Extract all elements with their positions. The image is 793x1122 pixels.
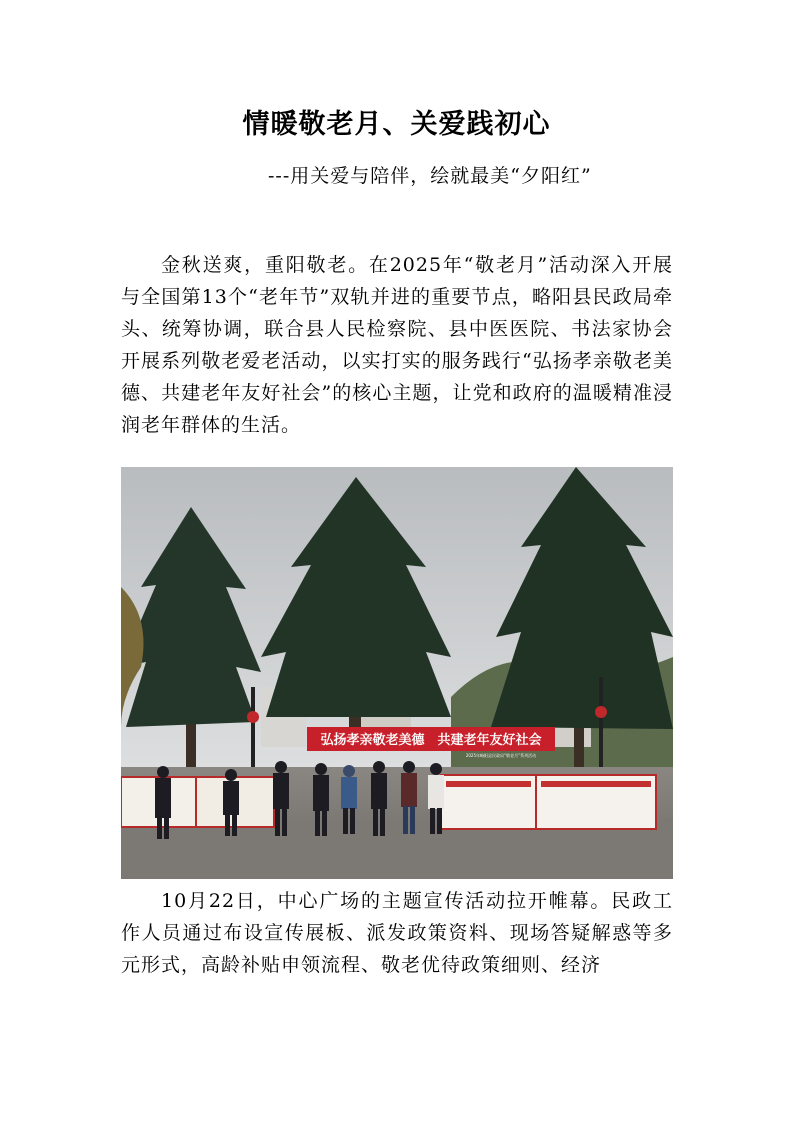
photo-board-header [541,781,651,787]
event-photo [121,467,673,879]
photo-lantern [595,706,607,718]
photo-board-header [446,781,531,787]
body-paragraph-1: 金秋送爽，重阳敬老。在2025年“敬老月”活动深入开展与全国第13个“老年节”双轨并进的重要节点，略阳县民政局牵头、统筹协调，联合县人民检察院、县中医医院、书法家协会开展系列敬老爱老活动，以实打实的服务践行“弘扬孝亲敬老美德、共建老年友好社会”的核心主题，让党和政府的温暖精准浸润老年群体的生活。 [121,254,673,436]
document-title: 情暖敬老月、关爱践初心 [242,109,551,140]
document-subtitle: ---用关爱与陪伴，绘就最美“夕阳红” [268,165,592,187]
photo-banner-subtext: 2025年略阳县民政局“敬老月”系列活动 [465,753,537,758]
body-paragraph-2: 10月22日，中心广场的主题宣传活动拉开帷幕。民政工作人员通过布设宣传展板、派发政策资料、现场答疑解惑等多元形式，高龄补贴申领流程、敬老优待政策细则、经济 [121,890,673,976]
photo-banner-text: 弘扬孝亲敬老美德 共建老年友好社会 [320,733,542,748]
photo-lantern [247,711,259,723]
